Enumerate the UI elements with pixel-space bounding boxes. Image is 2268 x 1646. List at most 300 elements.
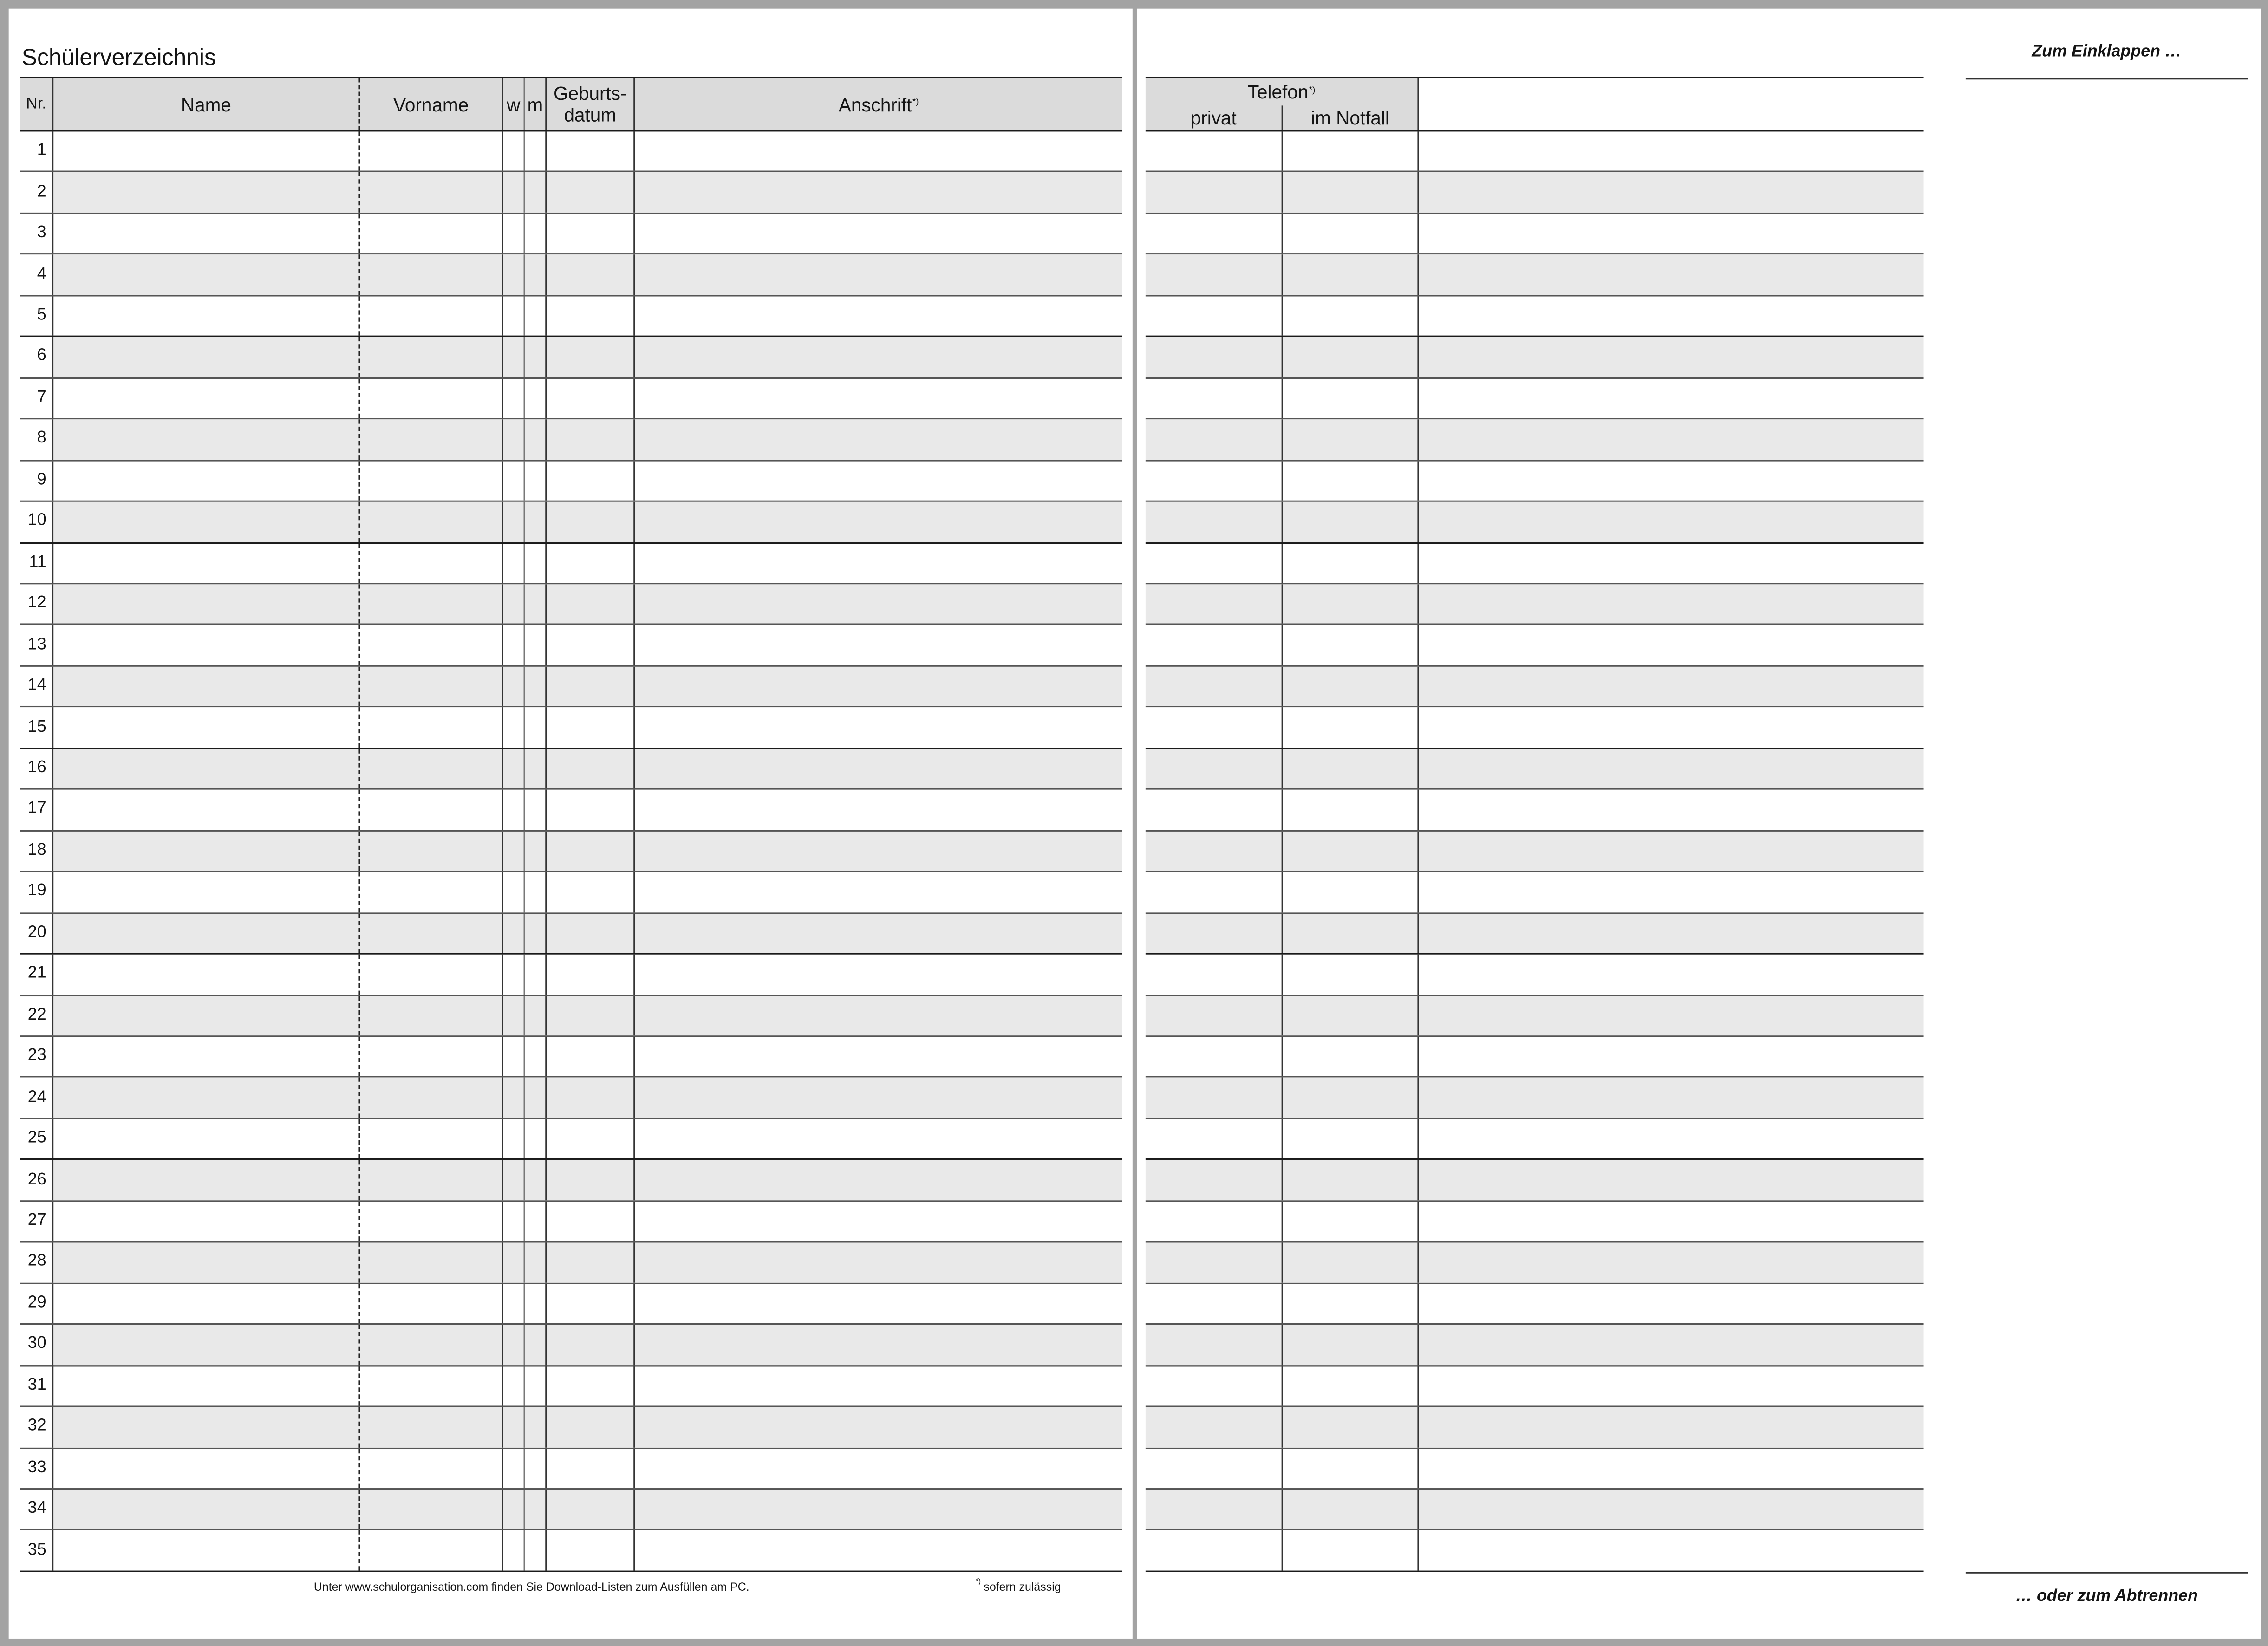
table-row <box>1146 1325 1924 1366</box>
cell-geburtsdatum <box>547 378 635 418</box>
cell-geburtsdatum <box>547 296 635 336</box>
cell-geburtsdatum <box>547 1243 635 1282</box>
cell-anschrift <box>635 1202 1122 1242</box>
cell-w <box>503 872 525 912</box>
table-row <box>20 1037 1122 1078</box>
cell-vorname <box>360 502 503 542</box>
cell-nr: 26 <box>20 1160 54 1200</box>
cell-w <box>503 955 525 995</box>
table-row <box>1146 1037 1924 1078</box>
header-anschrift <box>635 78 1122 130</box>
cell-w <box>503 831 525 871</box>
page-right <box>1137 9 2261 1639</box>
phone-table-header <box>1146 77 1924 131</box>
cell-nr: 8 <box>20 420 54 460</box>
cell-telefon-privat <box>1146 1531 1283 1571</box>
cell-telefon-privat <box>1146 625 1283 665</box>
cell-telefon-notfall <box>1283 255 1419 295</box>
cell-anschrift <box>635 584 1122 624</box>
cell-nr: 5 <box>20 296 54 336</box>
cell-vorname <box>360 543 503 583</box>
cell-w <box>503 543 525 583</box>
page-title: Schülerverzeichnis <box>21 46 216 71</box>
cell-vorname <box>360 1448 503 1488</box>
table-row <box>20 131 1122 173</box>
cell-extra <box>1419 1366 1924 1406</box>
header-geburtsdatum-line1: Geburts- <box>554 81 627 104</box>
cell-geburtsdatum <box>547 584 635 624</box>
cell-telefon-notfall <box>1283 502 1419 542</box>
cell-telefon-notfall <box>1283 1448 1419 1488</box>
cell-nr: 19 <box>20 872 54 912</box>
footnote-marker: *) <box>1309 86 1316 95</box>
cell-nr: 14 <box>20 667 54 707</box>
cell-anschrift <box>635 1407 1122 1447</box>
table-row <box>20 173 1122 214</box>
table-row <box>1146 1448 1924 1490</box>
cell-w <box>503 1160 525 1200</box>
cell-nr: 27 <box>20 1202 54 1242</box>
table-row <box>20 1448 1122 1490</box>
cell-telefon-privat <box>1146 667 1283 707</box>
cell-geburtsdatum <box>547 872 635 912</box>
cell-vorname <box>360 667 503 707</box>
cell-name <box>53 1448 360 1488</box>
cell-anschrift <box>635 255 1122 295</box>
cell-telefon-notfall <box>1283 708 1419 748</box>
download-note: Unter www.schulorganisation.com finden Sie Download-Listen zum Ausfüllen am PC. <box>313 1581 749 1594</box>
cell-telefon-notfall <box>1283 1119 1419 1159</box>
cell-w <box>503 1243 525 1282</box>
table-row <box>20 1160 1122 1202</box>
table-row <box>20 338 1122 379</box>
header-name <box>53 78 360 130</box>
cell-m <box>525 338 547 377</box>
cell-telefon-privat <box>1146 996 1283 1036</box>
table-row <box>20 1490 1122 1531</box>
cell-w <box>503 214 525 254</box>
table-row <box>1146 913 1924 955</box>
cell-nr: 29 <box>20 1284 54 1324</box>
footnote <box>975 1578 1061 1595</box>
cell-m <box>525 296 547 336</box>
cell-w <box>503 1119 525 1159</box>
cell-geburtsdatum <box>547 1366 635 1406</box>
cell-anschrift <box>635 296 1122 336</box>
cell-vorname <box>360 872 503 912</box>
table-row <box>20 913 1122 955</box>
cell-extra <box>1419 1407 1924 1447</box>
table-row <box>20 214 1122 255</box>
student-table-body <box>20 131 1122 1572</box>
tear-label: … oder zum Abtrennen <box>2015 1587 2198 1606</box>
cell-telefon-notfall <box>1283 1531 1419 1571</box>
cell-m <box>525 913 547 953</box>
cell-vorname <box>360 1531 503 1571</box>
table-row <box>1146 790 1924 831</box>
table-row <box>1146 1119 1924 1160</box>
cell-w <box>503 1407 525 1447</box>
cell-nr: 11 <box>20 543 54 583</box>
cell-vorname <box>360 338 503 377</box>
cell-telefon-notfall <box>1283 1490 1419 1529</box>
cell-extra <box>1419 338 1924 377</box>
cell-anschrift <box>635 667 1122 707</box>
cell-vorname <box>360 790 503 830</box>
cell-anschrift <box>635 1243 1122 1282</box>
cell-geburtsdatum <box>547 338 635 377</box>
cell-telefon-notfall <box>1283 584 1419 624</box>
cell-vorname <box>360 1119 503 1159</box>
table-row <box>20 1119 1122 1160</box>
cell-m <box>525 543 547 583</box>
table-row <box>1146 378 1924 420</box>
cell-telefon-notfall <box>1283 749 1419 789</box>
cell-telefon-notfall <box>1283 625 1419 665</box>
cell-telefon-privat <box>1146 1407 1283 1447</box>
cell-nr: 4 <box>20 255 54 295</box>
cell-m <box>525 584 547 624</box>
cell-telefon-privat <box>1146 1160 1283 1200</box>
cell-m <box>525 1284 547 1324</box>
table-row <box>1146 625 1924 667</box>
cell-anschrift <box>635 1366 1122 1406</box>
cell-nr: 22 <box>20 996 54 1036</box>
fold-label: Zum Einklappen … <box>2032 43 2182 61</box>
cell-geburtsdatum <box>547 1407 635 1447</box>
cell-w <box>503 1037 525 1077</box>
cell-anschrift <box>635 1531 1122 1571</box>
cell-anschrift <box>635 420 1122 460</box>
cell-geburtsdatum <box>547 173 635 213</box>
cell-m <box>525 1119 547 1159</box>
cell-nr: 12 <box>20 584 54 624</box>
cell-name <box>53 584 360 624</box>
cell-telefon-privat <box>1146 1284 1283 1324</box>
cell-w <box>503 1531 525 1571</box>
cell-vorname <box>360 378 503 418</box>
table-row <box>20 996 1122 1037</box>
cell-extra <box>1419 913 1924 953</box>
table-row <box>1146 584 1924 625</box>
cell-geburtsdatum <box>547 502 635 542</box>
cell-vorname <box>360 749 503 789</box>
cell-extra <box>1419 831 1924 871</box>
cell-extra <box>1419 420 1924 460</box>
header-vorname-label: Vorname <box>393 93 469 115</box>
table-row <box>1146 131 1924 173</box>
cell-m <box>525 378 547 418</box>
cell-telefon-privat <box>1146 214 1283 254</box>
cell-w <box>503 420 525 460</box>
cell-geburtsdatum <box>547 1325 635 1365</box>
cell-telefon-privat <box>1146 1448 1283 1488</box>
header-name-label: Name <box>181 93 231 115</box>
cell-nr: 9 <box>20 461 54 501</box>
cell-name <box>53 214 360 254</box>
cell-nr: 15 <box>20 708 54 748</box>
table-row <box>20 872 1122 914</box>
cell-telefon-privat <box>1146 378 1283 418</box>
cell-geburtsdatum <box>547 131 635 171</box>
cell-vorname <box>360 584 503 624</box>
cell-anschrift <box>635 1448 1122 1488</box>
header-geburtsdatum-label <box>554 82 627 127</box>
cell-nr: 31 <box>20 1366 54 1406</box>
cell-w <box>503 667 525 707</box>
cell-name <box>53 1531 360 1571</box>
cell-telefon-privat <box>1146 255 1283 295</box>
cell-telefon-privat <box>1146 872 1283 912</box>
cell-m <box>525 1407 547 1447</box>
table-row <box>20 543 1122 585</box>
table-row <box>1146 461 1924 502</box>
cell-name <box>53 1037 360 1077</box>
cell-name <box>53 1243 360 1282</box>
cell-name <box>53 749 360 789</box>
table-row <box>1146 1407 1924 1449</box>
cell-telefon-privat <box>1146 831 1283 871</box>
cell-telefon-notfall <box>1283 543 1419 583</box>
cell-nr: 23 <box>20 1037 54 1077</box>
cell-extra <box>1419 1325 1924 1365</box>
cell-name <box>53 1490 360 1529</box>
cell-extra <box>1419 1078 1924 1118</box>
cell-name <box>53 913 360 953</box>
cell-name <box>53 1078 360 1118</box>
cell-name <box>53 1366 360 1406</box>
cell-w <box>503 131 525 171</box>
cell-nr: 30 <box>20 1325 54 1365</box>
footnote-text: sofern zulässig <box>984 1581 1061 1594</box>
cell-vorname <box>360 1202 503 1242</box>
table-row <box>1146 955 1924 996</box>
table-row <box>20 1366 1122 1407</box>
cell-anschrift <box>635 502 1122 542</box>
cell-name <box>53 955 360 995</box>
cell-name <box>53 296 360 336</box>
cell-m <box>525 1078 547 1118</box>
cell-extra <box>1419 214 1924 254</box>
cell-geburtsdatum <box>547 1202 635 1242</box>
cell-m <box>525 996 547 1036</box>
table-row <box>1146 1366 1924 1407</box>
cell-geburtsdatum <box>547 955 635 995</box>
cell-w <box>503 625 525 665</box>
table-row <box>1146 749 1924 790</box>
cell-geburtsdatum <box>547 996 635 1036</box>
cell-vorname <box>360 1284 503 1324</box>
cell-vorname <box>360 708 503 748</box>
cell-m <box>525 790 547 830</box>
cell-w <box>503 996 525 1036</box>
header-w <box>503 78 525 130</box>
cell-telefon-notfall <box>1283 131 1419 171</box>
cell-telefon-notfall <box>1283 996 1419 1036</box>
cell-telefon-privat <box>1146 502 1283 542</box>
cell-extra <box>1419 1037 1924 1077</box>
cell-nr: 16 <box>20 749 54 789</box>
phone-table-body <box>1146 131 1924 1572</box>
cell-geburtsdatum <box>547 420 635 460</box>
header-nr-label: Nr. <box>26 95 46 112</box>
cell-m <box>525 1160 547 1200</box>
cell-extra <box>1419 872 1924 912</box>
cell-geburtsdatum <box>547 255 635 295</box>
cell-nr: 34 <box>20 1490 54 1529</box>
cell-m <box>525 1202 547 1242</box>
cell-anschrift <box>635 625 1122 665</box>
cell-m <box>525 214 547 254</box>
cell-m <box>525 872 547 912</box>
cell-name <box>53 1284 360 1324</box>
cell-vorname <box>360 214 503 254</box>
cell-telefon-notfall <box>1283 955 1419 995</box>
cell-telefon-notfall <box>1283 173 1419 213</box>
footnote-marker: *) <box>912 98 919 107</box>
table-row <box>20 584 1122 625</box>
cell-name <box>53 255 360 295</box>
cell-extra <box>1419 255 1924 295</box>
cell-telefon-privat <box>1146 338 1283 377</box>
cell-w <box>503 913 525 953</box>
cell-nr: 32 <box>20 1407 54 1447</box>
cell-geburtsdatum <box>547 913 635 953</box>
header-geburtsdatum-line2: datum <box>564 104 617 126</box>
cell-name <box>53 667 360 707</box>
table-row <box>1146 831 1924 872</box>
header-notfall <box>1283 105 1418 130</box>
cell-telefon-privat <box>1146 461 1283 501</box>
table-row <box>20 749 1122 790</box>
cell-anschrift <box>635 173 1122 213</box>
cell-telefon-privat <box>1146 1490 1283 1529</box>
cell-geburtsdatum <box>547 625 635 665</box>
cell-anschrift <box>635 378 1122 418</box>
cell-telefon-privat <box>1146 790 1283 830</box>
cell-vorname <box>360 131 503 171</box>
cell-m <box>525 708 547 748</box>
cell-vorname <box>360 955 503 995</box>
header-blank-column <box>1419 78 1924 130</box>
cell-name <box>53 173 360 213</box>
table-row <box>1146 255 1924 296</box>
cell-nr: 20 <box>20 913 54 953</box>
cell-vorname <box>360 625 503 665</box>
cell-nr: 2 <box>20 173 54 213</box>
cell-w <box>503 708 525 748</box>
cell-nr: 21 <box>20 955 54 995</box>
cell-anschrift <box>635 913 1122 953</box>
cell-extra <box>1419 378 1924 418</box>
cell-name <box>53 420 360 460</box>
cell-name <box>53 131 360 171</box>
cell-extra <box>1419 1160 1924 1200</box>
header-w-label: w <box>507 93 521 115</box>
cell-name <box>53 831 360 871</box>
table-row <box>20 1325 1122 1366</box>
cell-extra <box>1419 1243 1924 1282</box>
cell-vorname <box>360 296 503 336</box>
cell-vorname <box>360 1325 503 1365</box>
header-telefon <box>1146 78 1419 130</box>
cell-anschrift <box>635 1078 1122 1118</box>
cell-vorname <box>360 1243 503 1282</box>
cell-geburtsdatum <box>547 461 635 501</box>
cell-w <box>503 255 525 295</box>
cell-telefon-notfall <box>1283 1037 1419 1077</box>
cell-m <box>525 1448 547 1488</box>
cell-w <box>503 378 525 418</box>
cell-nr: 10 <box>20 502 54 542</box>
cell-telefon-notfall <box>1283 338 1419 377</box>
cell-nr: 1 <box>20 131 54 171</box>
cell-w <box>503 296 525 336</box>
cell-extra <box>1419 1202 1924 1242</box>
cell-vorname <box>360 996 503 1036</box>
cell-telefon-privat <box>1146 1037 1283 1077</box>
table-row <box>1146 1160 1924 1202</box>
cell-anschrift <box>635 831 1122 871</box>
cell-w <box>503 1284 525 1324</box>
header-telefon-title <box>1146 78 1418 105</box>
cell-extra <box>1419 790 1924 830</box>
cell-telefon-privat <box>1146 1325 1283 1365</box>
cell-extra <box>1419 749 1924 789</box>
cell-extra <box>1419 543 1924 583</box>
cell-telefon-notfall <box>1283 1284 1419 1324</box>
cell-anschrift <box>635 131 1122 171</box>
cell-telefon-notfall <box>1283 790 1419 830</box>
cell-w <box>503 1202 525 1242</box>
cell-w <box>503 1448 525 1488</box>
table-row <box>20 1531 1122 1572</box>
cell-w <box>503 790 525 830</box>
cell-telefon-notfall <box>1283 1325 1419 1365</box>
cell-m <box>525 1037 547 1077</box>
cell-m <box>525 461 547 501</box>
table-row <box>1146 502 1924 543</box>
cell-vorname <box>360 1160 503 1200</box>
table-row <box>20 667 1122 708</box>
cell-name <box>53 872 360 912</box>
cell-extra <box>1419 708 1924 748</box>
cell-w <box>503 1325 525 1365</box>
cell-vorname <box>360 461 503 501</box>
cell-anschrift <box>635 872 1122 912</box>
cell-geburtsdatum <box>547 1078 635 1118</box>
cell-telefon-notfall <box>1283 461 1419 501</box>
table-row <box>1146 173 1924 214</box>
cell-name <box>53 625 360 665</box>
cell-telefon-notfall <box>1283 831 1419 871</box>
cell-name <box>53 1160 360 1200</box>
cell-geburtsdatum <box>547 1490 635 1529</box>
cell-m <box>525 173 547 213</box>
table-row <box>1146 667 1924 708</box>
cell-name <box>53 338 360 377</box>
cell-vorname <box>360 173 503 213</box>
cell-telefon-notfall <box>1283 296 1419 336</box>
cell-w <box>503 173 525 213</box>
cell-m <box>525 1325 547 1365</box>
table-row <box>20 955 1122 996</box>
cell-telefon-privat <box>1146 1119 1283 1159</box>
cell-telefon-notfall <box>1283 1407 1419 1447</box>
cell-telefon-notfall <box>1283 872 1419 912</box>
cell-vorname <box>360 420 503 460</box>
cell-w <box>503 1366 525 1406</box>
